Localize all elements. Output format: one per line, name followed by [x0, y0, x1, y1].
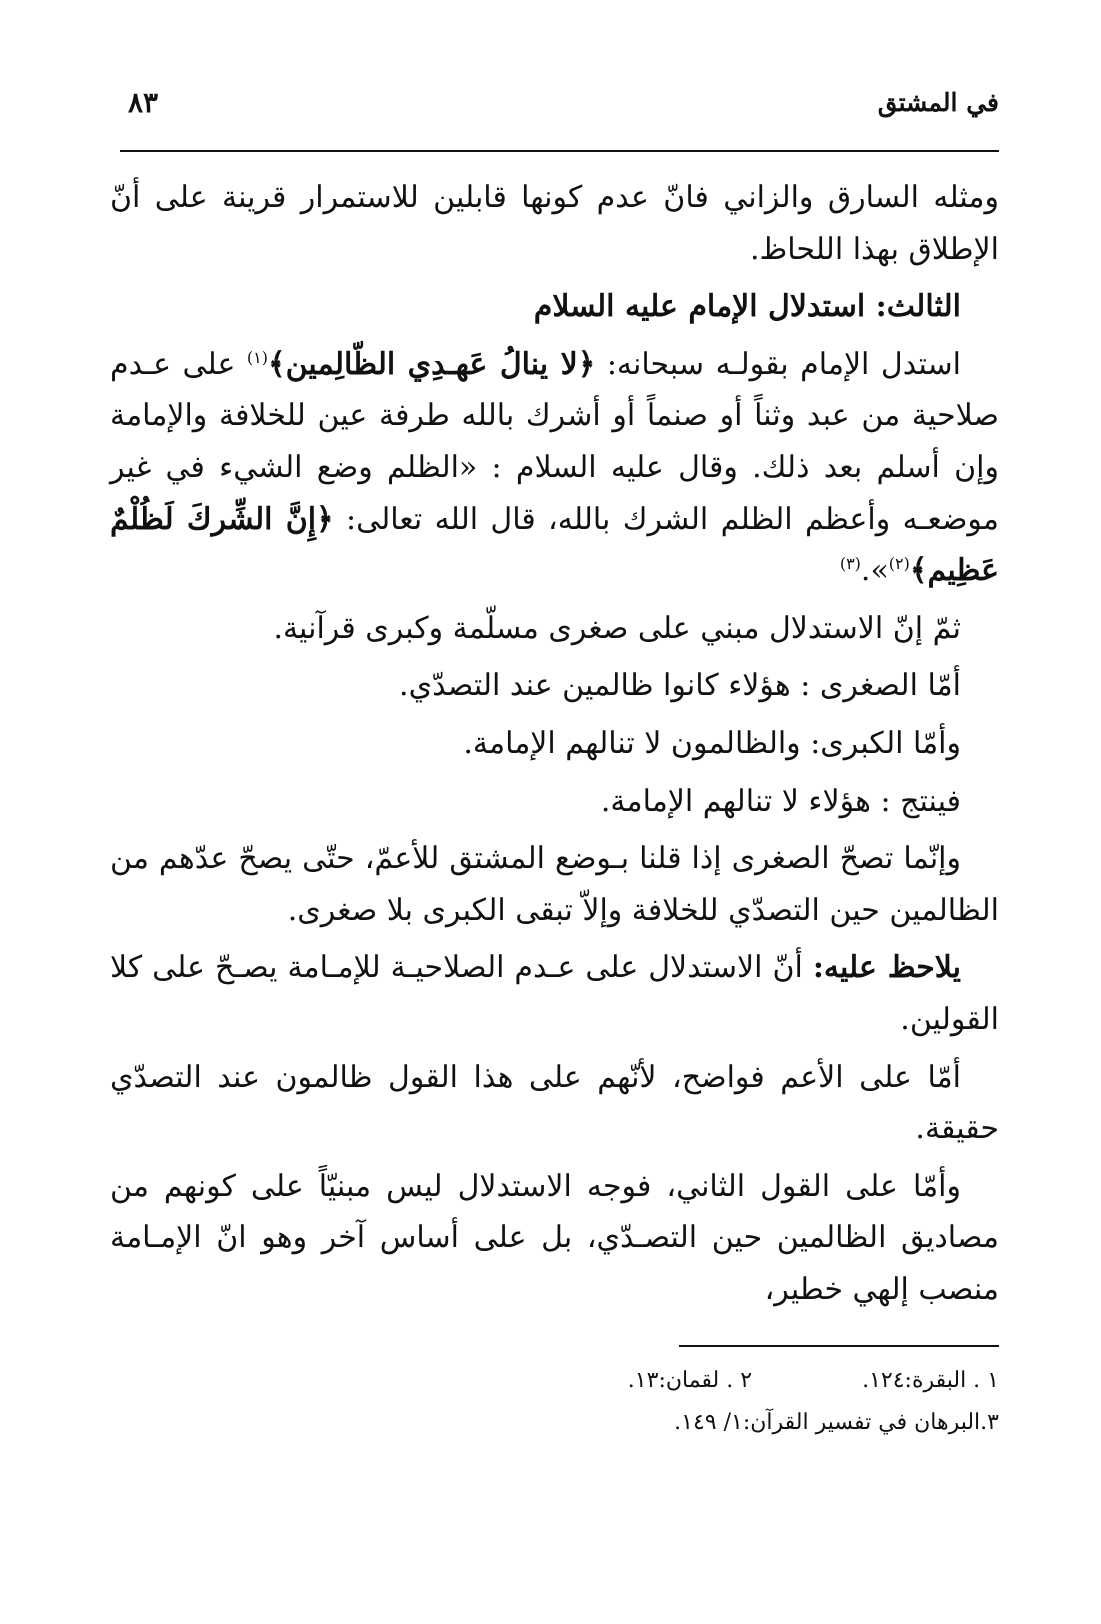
header-rule	[120, 150, 999, 152]
paragraph-10: وأمّا على القول الثاني، فوجه الاستدلال ليس مبنيّاً على كونهم من مصاديق الظالمين حين التصـدّي، بل على أساس آخر وهو انّ الإمـامة منصب إلهي خطير،	[110, 1168, 999, 1307]
paragraph-1: ومثله السارق والزاني فانّ عدم كونها قابلين للاستمرار قرينة على أنّ الإطلاق بهذا اللحاظ.	[110, 180, 999, 267]
paragraph-8	[110, 942, 999, 1045]
page-number: ٨٣	[128, 86, 159, 119]
footnote-3: ٣.البرهان في تفسير القرآن:١/ ١٤٩.	[674, 1409, 999, 1435]
quran-verse-2: ﴿إِنَّ الشِّركَ لَظُلْمٌ عَظِيم﴾	[110, 501, 999, 589]
footnote-row	[120, 1360, 999, 1402]
footnotes	[120, 1360, 999, 1444]
paragraph-5: وأمّا الكبرى: والظالمون لا تنالهم الإمامة.	[463, 725, 961, 761]
paragraph-6: فينتج : هؤلاء لا تنالهم الإمامة.	[600, 783, 961, 819]
footnote-rule	[679, 1345, 999, 1347]
body-text	[110, 172, 999, 1321]
footnote-ref-3: (٣)	[839, 554, 861, 574]
paragraph-8-rest: أنّ الاستدلال على عـدم الصلاحيـة للإمـامة يصـحّ على كلا القولين.	[110, 950, 999, 1037]
section-heading: الثالث: استدلال الإمام عليه السلام	[533, 289, 961, 325]
paragraph-2-end: ».	[860, 553, 889, 589]
paragraph-2-body: على عـدم صلاحية من عبد وثناً أو صنماً أو أشرك بالله طرفة عين للخلافة والإمامة وإن أسلم بعد ذلك. وقال عليه السلام : «الظلم وضع الشيء في غير موضعـه وأعظم الظلم الشرك بالله، قال الله تعالى:	[110, 346, 999, 537]
footnote-2: ٢ . لقمان:١٣.	[627, 1368, 753, 1393]
paragraph-9: أمّا على الأعم فواضح، لأنّهم على هذا القول ظالمون عند التصدّي حقيقة.	[110, 1059, 999, 1147]
paragraph-7: وإنّما تصحّ الصغرى إذا قلنا بـوضع المشتق للأعمّ، حتّى يصحّ عدّهم من الظالمين حين التصدّي للخلافة وإلاّ تبقى الكبرى بلا صغرى.	[110, 841, 999, 928]
page-header	[120, 82, 999, 142]
paragraph-8-lead: يلاحظ عليه:	[812, 950, 962, 986]
running-title: في المشتق	[877, 88, 999, 117]
paragraph-2	[110, 339, 999, 597]
footnote-ref-1: (١)	[246, 347, 269, 367]
footnote-ref-2: (٢)	[888, 554, 910, 574]
footnote-1: ١ . البقرة:١٢٤.	[862, 1368, 999, 1393]
paragraph-2-intro: استدل الإمام بقولـه سبحانه:	[595, 346, 961, 382]
paragraph-4: أمّا الصغرى : هؤلاء كانوا ظالمين عند التصدّي.	[399, 668, 961, 704]
quran-verse-1: ﴿لا ينالُ عَهـدِي الظّالِمين﴾	[268, 346, 596, 382]
paragraph-3: ثمّ إنّ الاستدلال مبني على صغرى مسلّمة وكبرى قرآنية.	[273, 610, 961, 646]
